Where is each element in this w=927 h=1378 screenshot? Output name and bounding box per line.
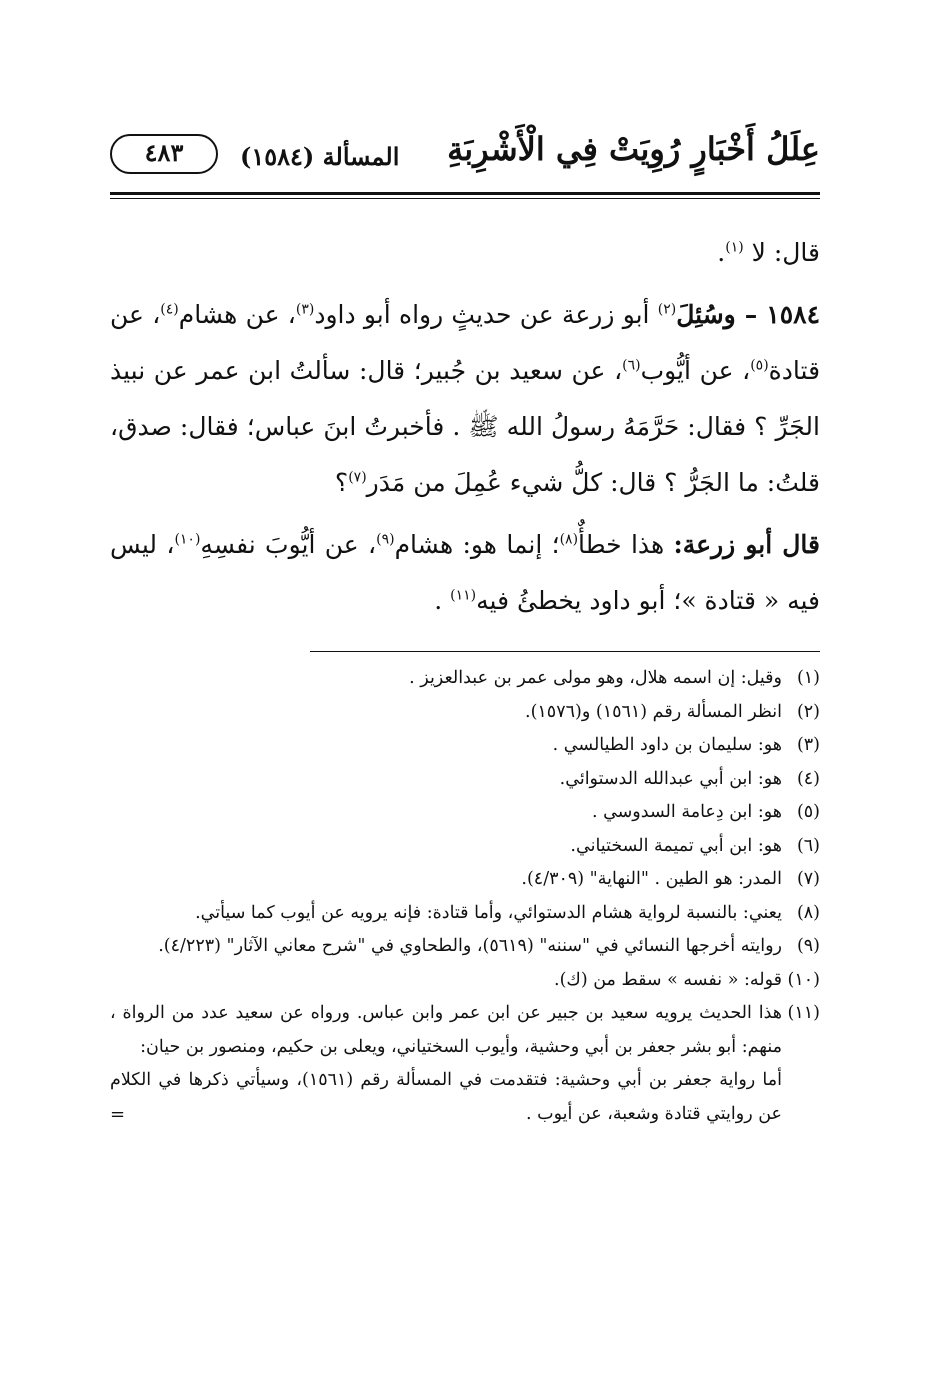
footnote-continuation	[110, 1064, 820, 1131]
footnote-text: قوله: « نفسه » سقط من (ك).	[554, 969, 782, 990]
footnote-ref: (٦)	[622, 357, 641, 374]
page	[110, 120, 820, 1131]
footnote-number: (٧)	[796, 869, 820, 889]
footnote-number: (١)	[796, 668, 820, 688]
footnote-text: هو: سليمان بن داود الطيالسي .	[552, 735, 782, 755]
text-run: ، عن هشام	[178, 300, 296, 329]
text-run: قال: لا	[743, 238, 820, 267]
footnote-number: (٨)	[796, 902, 820, 923]
footnote-number: (٩)	[796, 936, 820, 956]
footnotes	[110, 662, 820, 1131]
page-number-badge: ٤٨٣	[110, 134, 218, 174]
footnote-ref: (٩)	[376, 531, 395, 548]
footnote	[110, 696, 820, 730]
footnote	[110, 863, 820, 897]
text-run: ، عن سعيد بن جُبير؛ قال: سألتُ ابن عمر عن نبيذ الجَرِّ ؟ فقال: حَرَّمَهُ رسولُ الله ﷺ . فأخبرتُ ابنَ عباس؛ فقال: صدق، قلتُ: ما الجَرُّ ؟ قال: كلُّ شيء عُمِلَ من مَدَر	[110, 356, 820, 497]
header-rule-thick	[110, 192, 820, 195]
verdict-lead: قال أبو زرعة:	[673, 530, 820, 559]
footnote-text: أما رواية جعفر بن أبي وحشية: فتقدمت في المسألة رقم (١٥٦١)، وسيأتي ذكرها في الكلام عن روايتي قتادة وشعبة، عن أيوب .	[110, 1070, 782, 1124]
footnote	[110, 897, 820, 931]
book-title: عِلَلُ أَخْبَارٍ رُوِيَتْ فِي الْأَشْرِبَةِ	[447, 130, 820, 168]
question-reference: المسألة (١٥٨٤)	[240, 142, 400, 171]
footnote-text: هو: ابن أبي عبدالله الدستوائي.	[559, 768, 782, 789]
text-run: أبو زرعة عن حديثٍ رواه أبو داود	[314, 300, 658, 329]
question-lead: ١٥٨٤ – وسُئِلَ	[676, 300, 820, 329]
text-run: ؛ إنما هو: هشام	[394, 530, 560, 559]
paragraph-answer	[110, 225, 820, 281]
text-run: ؟	[334, 468, 349, 497]
footnote-ref: (١)	[725, 239, 744, 256]
footnote-text: انظر المسألة رقم (١٥٦١) و(١٥٧٦).	[525, 701, 782, 722]
footnote	[110, 830, 820, 864]
footnote-number: (٦)	[796, 835, 820, 856]
footnote-text: المدر: هو الطين . "النهاية" (٤/٣٠٩).	[521, 869, 782, 889]
footnote-ref: (٨)	[559, 531, 579, 548]
footnote-ref: (٣)	[295, 301, 315, 318]
footnote-number: (٥)	[796, 802, 820, 822]
text-run: .	[717, 238, 726, 267]
footnote	[110, 662, 820, 696]
footnote-number: (١١)	[787, 1003, 820, 1023]
continuation-mark: =	[110, 1103, 126, 1125]
footnote-text: هو: ابن دِعامة السدوسي .	[591, 802, 782, 822]
text-run: ، عن أيُّوب	[640, 356, 751, 385]
footnote	[110, 997, 820, 1064]
footnote-ref: (٧)	[348, 469, 367, 486]
footnote-ref: (٢)	[657, 301, 677, 318]
footnote	[110, 964, 820, 998]
footnote	[110, 796, 820, 830]
footnote-text: روايته أخرجها النسائي في "سننه" (٥٦١٩)، والطحاوي في "شرح معاني الآثار" (٤/٢٢٣).	[158, 936, 782, 956]
footnote-text: هو: ابن أبي تميمة السختياني.	[570, 835, 782, 856]
footnote-ref: (١١)	[450, 587, 477, 604]
footnote-number: (٤)	[796, 768, 820, 789]
text-run: ، عن قتادة	[110, 300, 821, 385]
header-rule-thin	[110, 198, 820, 199]
running-head	[110, 120, 820, 188]
footnote-ref: (١٠)	[174, 531, 201, 548]
footnote-number: (١٠)	[787, 969, 820, 990]
text-run: ، ليس فيه « قتادة »؛ أبو داود يخطئُ فيه	[110, 530, 820, 615]
text-run: هذا خطأٌ	[578, 530, 674, 559]
main-text	[110, 225, 820, 629]
footnote-ref: (٤)	[160, 301, 179, 318]
footnote	[110, 763, 820, 797]
footnote-text: هذا الحديث يرويه سعيد بن جبير عن ابن عمر وابن عباس. ورواه عن سعيد عدد من الرواة ، منهم: أبو بشر جعفر بن أبي وحشية، وأيوب السختياني، ويعلى بن حكيم، ومنصور بن حيان:	[110, 1003, 782, 1057]
footnote-text: يعني: بالنسبة لرواية هشام الدستوائي، وأما قتادة: فإنه يرويه عن أيوب كما سيأتي.	[195, 902, 782, 923]
text-run: .	[434, 586, 451, 615]
paragraph-question	[110, 287, 820, 511]
footnote-number: (٢)	[796, 701, 820, 722]
paragraph-verdict	[110, 517, 820, 629]
footnote	[110, 729, 820, 763]
text-run: ، عن أيُّوبَ نفسِهِ	[200, 530, 377, 559]
footnote-ref: (٥)	[750, 357, 769, 374]
footnote	[110, 930, 820, 964]
footnote-separator	[310, 651, 820, 652]
footnote-text: وقيل: إن اسمه هلال، وهو مولى عمر بن عبدالعزيز .	[409, 668, 782, 688]
footnote-number: (٣)	[796, 735, 820, 755]
